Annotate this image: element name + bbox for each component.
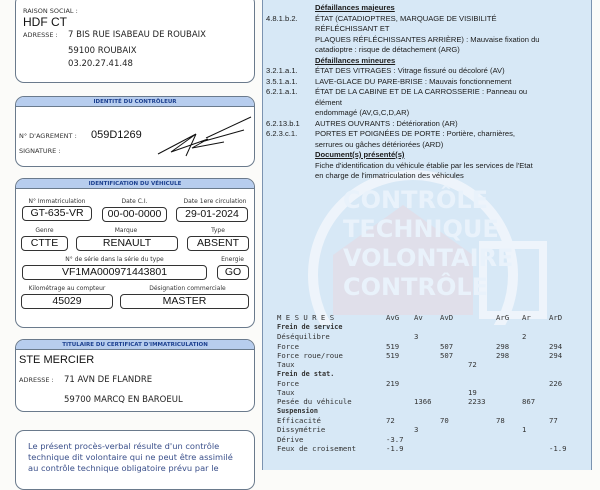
- section-heading: Défaillances majeures: [315, 3, 395, 12]
- titulaire-adresse2: 59700 MARCQ EN BAROEUL: [64, 395, 183, 405]
- defect-text: catadioptre : risque de détachement (ARG): [315, 45, 460, 54]
- serie-label: N° de série dans la série du type: [65, 256, 164, 263]
- serie-field: VF1MA000971443801: [22, 265, 207, 280]
- measure-value: 294: [549, 341, 563, 351]
- measure-label: Taux: [277, 360, 295, 370]
- measure-value: 78: [496, 416, 505, 425]
- energie-field: GO: [217, 265, 249, 280]
- defect-text: Fiche d'identification du véhicule établie par les services de l'Etat: [315, 160, 533, 170]
- measures-row: [277, 360, 587, 369]
- adresse-line2: 59100 ROUBAIX: [68, 46, 137, 56]
- notice-line: technique dit volontaire qui ne peut être assimilé: [28, 452, 233, 462]
- measure-value: 226: [549, 378, 563, 388]
- measure-label: Dérive: [277, 434, 304, 444]
- measure-label: Déséquilibre: [277, 332, 330, 342]
- designation-field: MASTER: [120, 294, 249, 309]
- measures-row: [277, 388, 587, 397]
- defect-text: en charge de l'immatriculation des véhicules: [315, 171, 464, 180]
- measure-label: Force: [277, 378, 299, 388]
- measures-header-row: [277, 313, 587, 322]
- controleur-header: IDENTITÉ DU CONTRÔLEUR: [16, 97, 254, 107]
- designation-label: Désignation commerciale: [149, 285, 226, 292]
- vehicule-header: IDENTIFICATION DU VÉHICULE: [16, 179, 254, 189]
- dateci-label: Date C.I.: [121, 198, 148, 205]
- defect-code: 6.2.3.c.1.: [266, 129, 298, 138]
- measures-row: [277, 342, 587, 351]
- measures-row: [277, 379, 587, 388]
- measure-value: 19: [468, 388, 477, 398]
- titulaire-nom: STE MERCIER: [19, 354, 95, 366]
- measures-row: [277, 425, 587, 434]
- measure-value: 507: [440, 341, 454, 351]
- watermark-text: CONTRÔLE: [343, 273, 489, 301]
- measures-row: [277, 370, 587, 379]
- measures-row: [277, 397, 587, 406]
- notice-line: au contrôle technique obligatoire prévu par le: [28, 463, 219, 473]
- genre-field: CTTE: [21, 236, 68, 251]
- results-panel: [262, 0, 592, 470]
- measures-row: [277, 407, 587, 416]
- measures-row: [277, 416, 587, 425]
- telephone: 03.20.27.41.48: [68, 59, 133, 69]
- defect-code: 6.2.13.b.1: [266, 118, 300, 128]
- defect-text: AUTRES OUVRANTS : Détérioration (AR): [315, 118, 458, 128]
- titulaire-adresse-label: ADRESSE :: [19, 376, 54, 384]
- measure-value: ArG: [496, 313, 510, 322]
- measure-value: 294: [549, 350, 563, 360]
- watermark-text: VOLONTAIRE: [343, 244, 514, 272]
- measure-value: Av: [414, 313, 423, 322]
- measure-label: Efficacité: [277, 416, 321, 425]
- defect-text: PLAQUES RÉFLÉCHISSANTES ARRIÈRE) : Mauvaise fixation du: [315, 34, 540, 44]
- measure-label: M E S U R E S: [277, 313, 335, 322]
- centre-box: [15, 0, 255, 83]
- immat-label: N° Immatriculation: [28, 198, 86, 205]
- titulaire-header: TITULAIRE DU CERTIFICAT D'IMMATRICULATION: [16, 340, 254, 350]
- measure-value: 507: [440, 350, 454, 360]
- measure-value: 1: [522, 425, 527, 435]
- measure-label: Frein de stat.: [277, 369, 335, 378]
- measures-row: [277, 435, 587, 444]
- measure-value: 2: [522, 332, 527, 342]
- defect-text: ÉTAT (CATADIOPTRES, MARQUAGE DE VISIBILITÉ: [315, 13, 497, 23]
- measure-value: AvG: [386, 313, 400, 322]
- defect-code: 4.8.1.b.2.: [266, 13, 298, 23]
- measure-label: Pesée du véhicule: [277, 397, 352, 407]
- measure-value: -3.7: [386, 434, 404, 444]
- signature-label: SIGNATURE :: [19, 147, 61, 155]
- defect-code: 3.5.1.a.1.: [266, 76, 298, 86]
- notice-text: [28, 441, 233, 474]
- measure-label: Taux: [277, 388, 295, 398]
- energie-label: Energie: [221, 256, 244, 263]
- date1-label: Date 1ere circulation: [183, 198, 247, 205]
- defect-text: endommagé (AV,G,C,D,AR): [315, 108, 410, 117]
- defect-code: 6.2.1.a.1.: [266, 87, 298, 96]
- measures-row: [277, 332, 587, 341]
- raison-label: RAISON SOCIAL :: [23, 7, 78, 15]
- measure-value: 3: [414, 425, 419, 435]
- adresse-line1: 7 BIS RUE ISABEAU DE ROUBAIX: [68, 30, 206, 40]
- measure-value: 77: [549, 416, 558, 425]
- notice-line: Le présent procès-verbal résulte d'un contrôle: [28, 441, 220, 451]
- type-field: ABSENT: [187, 236, 249, 251]
- defect-text: LAVE-GLACE DU PARE-BRISE : Mauvais fonctionnement: [315, 76, 512, 86]
- measure-label: Feux de croisement: [277, 443, 357, 453]
- measure-value: 72: [468, 360, 477, 370]
- defect-text: RÉFLÉCHISSANT ET: [315, 24, 390, 33]
- measure-value: 298: [496, 341, 510, 351]
- type-label: Type: [211, 227, 225, 234]
- marque-field: RENAULT: [76, 236, 178, 251]
- measure-label: Frein de service: [277, 323, 343, 331]
- measure-value: 867: [522, 397, 536, 407]
- adresse-label: ADRESSE :: [23, 31, 58, 39]
- notice-box: [15, 430, 255, 490]
- measures-row: [277, 323, 587, 332]
- defect-text: PORTES ET POIGNÉES DE PORTE : Portière, charnières,: [315, 129, 516, 138]
- measure-value: 219: [386, 378, 400, 388]
- titulaire-adresse1: 71 AVN DE FLANDRE: [64, 375, 153, 385]
- defect-code: 3.2.1.a.1.: [266, 66, 298, 75]
- agrement-value: 059D1269: [91, 129, 142, 141]
- defect-text: élément: [315, 97, 343, 107]
- measure-value: ArD: [549, 313, 563, 322]
- agrement-label: N° D'AGREMENT :: [19, 132, 77, 140]
- measure-value: 519: [386, 350, 400, 360]
- titulaire-box: [15, 339, 255, 412]
- measure-value: 298: [496, 350, 510, 360]
- measure-value: -1.9: [386, 443, 404, 453]
- measure-value: 519: [386, 341, 400, 351]
- measure-value: AvD: [440, 313, 454, 322]
- marque-label: Marque: [114, 227, 138, 234]
- measure-label: Force: [277, 341, 299, 351]
- measure-label: Suspension: [277, 406, 318, 415]
- signature-image: [136, 112, 256, 162]
- measure-value: 3: [414, 332, 419, 342]
- vehicule-box: [15, 178, 255, 328]
- date1-field: 29-01-2024: [176, 207, 248, 222]
- section-heading: Défaillances mineures: [315, 55, 396, 65]
- watermark-text: CONTRÔLE: [343, 186, 489, 214]
- immat-field: GT-635-VR: [22, 206, 92, 221]
- genre-label: Genre: [35, 227, 54, 234]
- measure-value: 1366: [414, 397, 432, 407]
- measure-value: 72: [386, 416, 395, 425]
- measures-row: [277, 351, 587, 360]
- section-heading: Document(s) présenté(s): [315, 150, 405, 159]
- measure-value: 2233: [468, 397, 486, 407]
- defect-text: ÉTAT DE LA CABINE ET DE LA CARROSSERIE : Panneau ou: [315, 87, 528, 96]
- dateci-field: 00-00-0000: [102, 207, 167, 222]
- defect-text: serrures ou gâches détériorées (ARD): [315, 139, 444, 149]
- measure-label: Dissymétrie: [277, 425, 326, 435]
- watermark-text: TECHNIQUE: [343, 215, 499, 243]
- measures-row: [277, 444, 587, 453]
- measure-value: -1.9: [549, 443, 567, 453]
- raison-value: HDF CT: [23, 15, 67, 29]
- km-field: 45029: [21, 294, 113, 309]
- controleur-box: [15, 96, 255, 167]
- measure-label: Force roue/roue: [277, 350, 343, 360]
- defect-text: ÉTAT DES VITRAGES : Vitrage fissuré ou décoloré (AV): [315, 66, 505, 75]
- km-label: Kilométrage au compteur: [28, 285, 106, 292]
- measure-value: 70: [440, 416, 449, 425]
- measure-value: Ar: [522, 313, 531, 322]
